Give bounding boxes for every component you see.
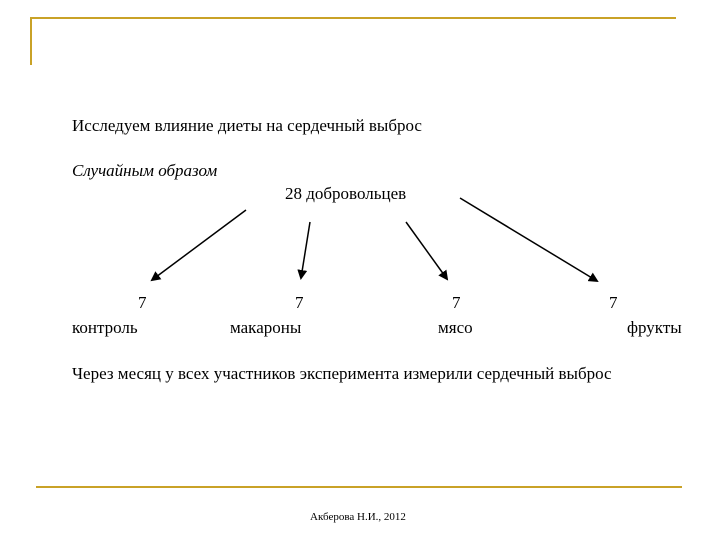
arrow-to-fruit xyxy=(460,198,597,281)
random-label: Случайным образом xyxy=(72,161,218,180)
group-count-meat: 7 xyxy=(452,293,461,312)
group-count-fruit: 7 xyxy=(609,293,618,312)
arrow-to-pasta xyxy=(301,222,310,278)
group-label-pasta: макароны xyxy=(230,318,302,337)
group-label-meat: мясо xyxy=(438,318,473,337)
footer-author: Акберова Н.И., 2012 xyxy=(310,511,406,523)
group-label-fruit: фрукты xyxy=(627,318,682,337)
arrow-to-control xyxy=(152,210,246,280)
volunteers-label: 28 добровольцев xyxy=(285,184,407,203)
group-count-control: 7 xyxy=(138,293,147,312)
slide-title: Исследуем влияние диеты на сердечный выброс xyxy=(72,116,422,135)
arrow-to-meat xyxy=(406,222,447,279)
group-count-pasta: 7 xyxy=(295,293,304,312)
conclusion-text: Через месяц у всех участников эксперимента измерили сердечный выброс xyxy=(72,364,612,383)
group-label-control: контроль xyxy=(72,318,138,337)
